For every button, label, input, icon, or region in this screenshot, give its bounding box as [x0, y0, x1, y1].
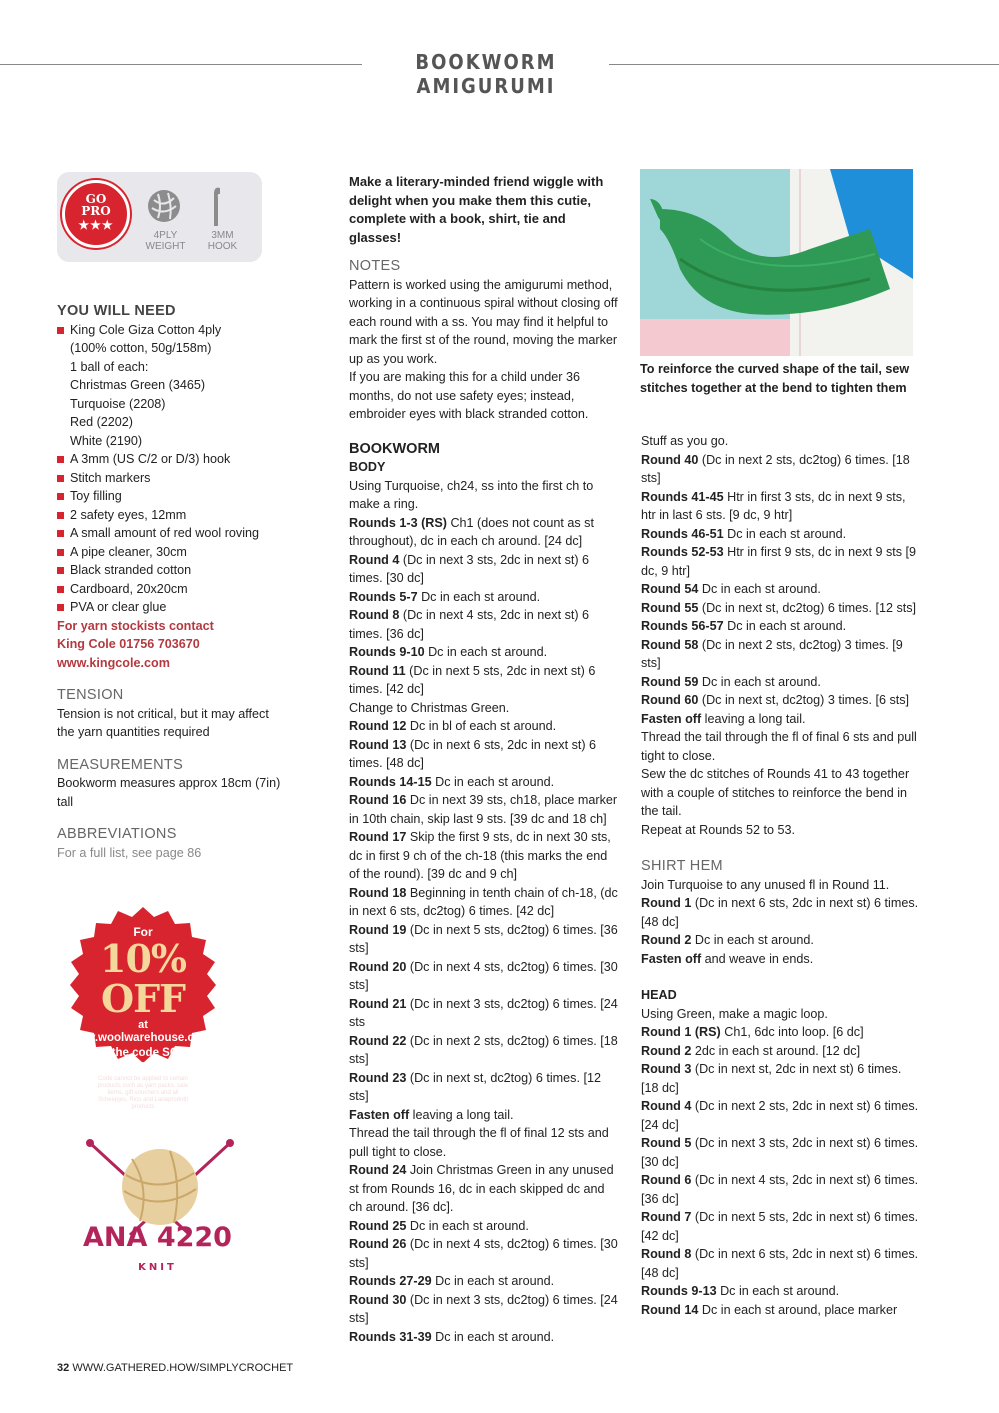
round-label: Round 18 [349, 885, 407, 900]
instruction-line [349, 1272, 621, 1291]
header-rule-right [609, 64, 999, 65]
instruction-text: Htr in first 9 sts, dc in next 9 sts [9 dc, 9 htr] [641, 545, 917, 578]
bullet [57, 530, 64, 537]
instruction-line [349, 773, 621, 792]
instruction-line [641, 1005, 921, 1024]
tension-heading: TENSION [57, 687, 124, 703]
instruction-text: Using Green, make a magic loop. [641, 1006, 828, 1021]
instruction-line [641, 728, 921, 765]
offer-terms: Code cannot be applied to certain products such as yarn packs, sale items, gift vouchers and all Scheepjes, Rico and Lanaprodotti products [97, 1076, 189, 1110]
instruction-text: leaving a long tail. [701, 711, 806, 726]
difficulty-line1: GO [85, 192, 107, 206]
stockist-website[interactable]: www.kingcole.com [57, 655, 170, 670]
round-label: Round 7 [641, 1210, 692, 1224]
round-label: Round 5 [641, 1136, 692, 1150]
instruction-line [349, 1217, 621, 1236]
instruction-text: (Dc in next 2 sts, dc2tog) 6 times. [18 sts] [349, 1033, 618, 1066]
instruction-text: (Dc in next 4 sts, dc2tog) 6 times. [30 sts] [349, 1237, 618, 1270]
instruction-line [641, 451, 921, 488]
list-item [57, 506, 287, 525]
round-label: Rounds 5-7 [349, 589, 418, 604]
instruction-line [349, 699, 621, 718]
instruction-text: (Dc in next 3 sts, 2dc in next st) 6 times. [30 dc] [641, 1136, 919, 1169]
instruction-text: (Dc in next 2 sts, 2dc in next st) 6 times. [24 dc] [641, 1099, 919, 1132]
instruction-text: Dc in each st around. [691, 933, 814, 947]
round-label: Fasten off [641, 951, 702, 966]
instruction-line [641, 1042, 921, 1061]
instruction-text: Join Turquoise to any unused fl in Round 11. [641, 877, 890, 892]
instruction-line [641, 1097, 921, 1134]
instruction-line [349, 1069, 621, 1106]
difficulty-badge [62, 180, 130, 248]
instruction-line [349, 736, 621, 773]
instruction-text: (Dc in next 6 sts, 2dc in next st) 6 times. [48 dc] [349, 737, 597, 770]
instruction-line [349, 1161, 621, 1217]
list-item [57, 561, 287, 580]
list-item [57, 580, 287, 599]
instruction-text: (Dc in next st, dc2tog) 6 times. [12 sts] [698, 600, 917, 615]
instruction-line [349, 551, 621, 588]
yarn-detail: Christmas Green (3465) [70, 378, 206, 392]
instruction-line [349, 1235, 621, 1272]
yarn-ball-icon [148, 190, 180, 222]
list-item [57, 487, 287, 506]
instruction-text: (Dc in next st, dc2tog) 3 times. [6 sts] [698, 693, 910, 707]
item-text: A small amount of red wool roving [70, 526, 259, 540]
instruction-text: Dc in each st around. [424, 645, 548, 659]
round-label: Round 16 [349, 793, 407, 807]
intro-text: Make a literary-minded friend wiggle with delight when you make them this cutie, complete with a book, shirt, tie and glasses! [349, 174, 604, 245]
instruction-text: Thread the tail through the fl of final 6 sts and pull tight to close. [641, 730, 917, 763]
instruction-text: Ch1, 6dc into loop. [6 dc] [720, 1025, 864, 1039]
instruction-text: Dc in bl of each st around. [406, 719, 557, 733]
notes-heading: NOTES [349, 258, 401, 274]
round-label: Round 13 [349, 737, 407, 752]
page-title: BOOKWORM AMIGURUMI [415, 50, 557, 98]
instruction-line [641, 950, 921, 969]
instruction-text: Stuff as you go. [641, 434, 729, 448]
instruction-text: (Dc in next 4 sts, 2dc in next st) 6 times. [36 dc] [641, 1173, 919, 1206]
instruction-line [349, 1291, 621, 1328]
round-label: Round 6 [641, 1173, 692, 1187]
shirt-hem-instructions [641, 876, 921, 969]
instruction-line [641, 1171, 921, 1208]
item-text: King Cole Giza Cotton 4ply [70, 322, 222, 337]
instruction-text: Dc in each st around. [431, 1329, 555, 1344]
instruction-text: Sew the dc stitches of Rounds 41 to 43 together with a couple of stitches to reinforce the bend in the tail. [641, 767, 910, 818]
photo-caption: To reinforce the curved shape of the tail, sew stitches together at the bend to tighten them [640, 362, 910, 395]
instruction-line [641, 931, 921, 950]
round-label: Rounds 14-15 [349, 774, 432, 789]
abbreviations-text: For a full list, see page 86 [57, 845, 202, 860]
round-label: Rounds 46-51 [641, 526, 724, 541]
instruction-text: 2dc in each st around. [12 dc] [691, 1043, 861, 1058]
yarn-detail: White (2190) [70, 433, 143, 448]
instruction-text: (Dc in next st, 2dc in next st) 6 times. [18 dc] [641, 1062, 902, 1095]
round-label: Rounds 9-10 [349, 645, 425, 659]
difficulty-line2: PRO [81, 204, 111, 218]
instruction-text: (Dc in next 6 sts, 2dc in next st) 6 times. [48 dc] [641, 896, 919, 929]
round-label: Round 1 [641, 896, 692, 910]
instruction-text: Dc in each st around. [716, 1284, 840, 1298]
instruction-text: (Dc in next 2 sts, dc2tog) 3 times. [9 sts] [641, 637, 903, 670]
round-label: Round 20 [349, 959, 407, 974]
instruction-line [641, 1245, 921, 1282]
round-label: Round 19 [349, 922, 407, 937]
stockist-line: For yarn stockists contact [57, 618, 214, 633]
instruction-line [641, 673, 921, 692]
instruction-line [641, 432, 921, 451]
list-item [57, 450, 287, 469]
bullet [57, 475, 64, 482]
list-item [57, 524, 287, 543]
list-item [57, 469, 287, 488]
round-label: Round 4 [349, 552, 400, 567]
round-label: Round 30 [349, 1292, 407, 1307]
bullet [57, 604, 64, 611]
round-label: Round 55 [641, 600, 699, 615]
offer-checkout: at the checkout [100, 1062, 186, 1074]
offer-code: use the code SC127 [88, 1047, 198, 1059]
bookworm-heading: BOOKWORM [349, 440, 441, 457]
round-label: Rounds 31-39 [349, 1329, 432, 1344]
instruction-text: Dc in each st around. [406, 1218, 529, 1233]
instruction-line [349, 921, 621, 958]
instruction-line [349, 1124, 621, 1161]
instruction-line [641, 876, 921, 895]
instruction-text: Dc in each st around. [723, 619, 847, 633]
instruction-text: Dc in each st around. [698, 582, 821, 596]
instruction-text: Dc in next 39 sts, ch18, place marker in 10th chain, skip last 9 sts. [39 dc and 18 ch] [349, 793, 618, 826]
instruction-line [349, 477, 621, 514]
round-label: Round 2 [641, 933, 692, 947]
instruction-line [349, 662, 621, 699]
instruction-line [641, 617, 921, 636]
instruction-line [641, 765, 921, 821]
instruction-line [349, 1106, 621, 1125]
instruction-line [641, 488, 921, 525]
instruction-line [641, 1282, 921, 1301]
round-label: Round 1 (RS) [641, 1025, 721, 1039]
item-text: Cardboard, 20x20cm [70, 581, 188, 596]
instruction-line [641, 525, 921, 544]
round-label: Round 40 [641, 452, 699, 467]
item-text: Stitch markers [70, 470, 151, 485]
tail-photo [640, 169, 913, 356]
list-item [57, 543, 287, 562]
instruction-text: Dc in each st around. [698, 674, 821, 689]
round-label: Round 4 [641, 1099, 692, 1113]
instruction-line [349, 828, 621, 884]
round-label: Round 14 [641, 1302, 699, 1317]
instruction-text: (Dc in next 3 sts, 2dc in next st) 6 times. [30 dc] [349, 552, 590, 585]
list-item [57, 598, 287, 617]
instruction-text: (Dc in next 2 sts, dc2tog) 6 times. [18 sts] [641, 452, 910, 485]
difficulty-stars: ★★★ [78, 218, 114, 232]
hook-size-label: 3MM HOOK [207, 230, 238, 252]
instruction-line [349, 588, 621, 607]
instruction-text: Dc in each st around. [431, 1274, 555, 1288]
bullet [57, 549, 64, 556]
instruction-line [641, 543, 921, 580]
item-text: PVA or clear glue [70, 600, 167, 614]
instruction-line [641, 1301, 921, 1320]
materials-list [57, 321, 287, 617]
middle-column [349, 173, 621, 1346]
round-label: Fasten off [349, 1107, 410, 1122]
bullet [57, 512, 64, 519]
yarn-detail: 1 ball of each: [70, 359, 149, 374]
bullet [57, 327, 64, 334]
stockist-phone: King Cole 01756 703670 [57, 637, 200, 651]
head-instructions [641, 1005, 921, 1320]
notes-p1: Pattern is worked using the amigurumi method, working in a continuous spiral without closing off each round with a ss. You may find it helpful to mark the first st of the round, moving the marker up as you work. [349, 277, 618, 366]
instruction-text: Dc in each st around. [723, 526, 847, 541]
instruction-text: (Dc in next 3 sts, dc2tog) 6 times. [24 sts] [349, 1292, 618, 1325]
instruction-text: leaving a long tail. [409, 1107, 514, 1122]
instruction-line [641, 1208, 921, 1245]
abbreviations-heading: ABBREVIATIONS [57, 826, 177, 842]
page-number: 32 [57, 1362, 70, 1374]
instruction-line [349, 995, 621, 1032]
instruction-line [641, 1060, 921, 1097]
instruction-text: Change to Christmas Green. [349, 700, 510, 715]
instruction-text: Thread the tail through the fl of final 12 sts and pull tight to close. [349, 1126, 609, 1159]
instruction-line [641, 599, 921, 618]
item-text: A 3mm (US C/2 or D/3) hook [70, 452, 231, 466]
round-label: Round 54 [641, 582, 699, 596]
right-column [641, 432, 921, 1319]
left-column [57, 302, 287, 862]
instruction-line [641, 821, 921, 840]
instruction-line [349, 958, 621, 995]
round-label: Round 17 [349, 830, 407, 844]
round-label: Round 8 [349, 608, 400, 622]
item-text: Toy filling [70, 489, 122, 503]
instruction-text: Skip the first 9 sts, dc in next 30 sts, dc in first 9 ch of the ch-18 (this marks the end of the round). [39 dc and 9 ch] [349, 830, 611, 881]
round-label: Round 24 [349, 1163, 407, 1177]
round-label: Rounds 52-53 [641, 545, 724, 559]
bullet [57, 586, 64, 593]
instruction-text: (Dc in next 6 sts, 2dc in next st) 6 times. [48 dc] [641, 1247, 919, 1280]
yarn-detail: Turquoise (2208) [70, 396, 166, 411]
item-text: 2 safety eyes, 12mm [70, 507, 187, 522]
head-heading: HEAD [641, 988, 677, 1002]
hook-icon [210, 186, 220, 224]
round-label: Fasten off [641, 711, 702, 726]
offer-at: at [138, 1019, 148, 1031]
instruction-line [349, 884, 621, 921]
instruction-text: Ch1 (does not count as st throughout), dc in each ch around. [24 dc] [349, 515, 594, 548]
round-label: Round 11 [349, 663, 406, 678]
instruction-line [641, 710, 921, 729]
instruction-text: Htr in first 3 sts, dc in next 9 sts, htr in last 6 sts. [9 dc, 9 htr] [641, 489, 906, 522]
measurements-text: Bookworm measures approx 18cm (7in) tall [57, 776, 281, 809]
instruction-text: Beginning in tenth chain of ch-18, (dc in next 6 sts, dc2tog) 6 times. [42 dc] [349, 885, 618, 918]
round-label: Round 59 [641, 674, 699, 689]
instruction-line [349, 643, 621, 662]
round-label: Rounds 27-29 [349, 1274, 432, 1288]
instruction-text: (Dc in next 4 sts, dc2tog) 6 times. [30 sts] [349, 959, 618, 992]
instruction-text: Dc in each st around, place marker [698, 1302, 898, 1317]
tail-instructions [641, 432, 921, 839]
you-will-need-heading: YOU WILL NEED [57, 303, 176, 319]
instruction-text: (Dc in next 5 sts, dc2tog) 6 times. [36 sts] [349, 922, 618, 955]
instruction-text: Join Christmas Green in any unused st from Rounds 16, dc in each skipped dc and ch around. [36 dc]. [349, 1163, 614, 1214]
round-label: Round 12 [349, 719, 407, 733]
logo-sub: KNIT [138, 1262, 177, 1273]
round-label: Rounds 9-13 [641, 1284, 717, 1298]
yarn-weight-label: 4PLY WEIGHT [145, 230, 186, 252]
bullet [57, 493, 64, 500]
instruction-line [349, 1328, 621, 1347]
instruction-text: (Dc in next 3 sts, dc2tog) 6 times. [24 sts [349, 996, 618, 1029]
instruction-text: (Dc in next 5 sts, 2dc in next st) 6 times. [42 dc] [641, 1210, 919, 1243]
logo-name: ANA 4220 [83, 1222, 232, 1253]
page-footer [57, 1362, 293, 1374]
instruction-text: Repeat at Rounds 52 to 53. [641, 822, 796, 837]
round-label: Round 2 [641, 1043, 692, 1058]
instruction-line [349, 791, 621, 828]
body-heading: BODY [349, 460, 386, 474]
round-label: Rounds 56-57 [641, 619, 724, 633]
instruction-line [641, 636, 921, 673]
offer-for: For [133, 925, 153, 939]
instruction-line [641, 1134, 921, 1171]
bullet [57, 567, 64, 574]
instruction-text: (Dc in next 5 sts, 2dc in next st) 6 times. [42 dc] [349, 663, 596, 696]
yarn-detail: Red (2202) [70, 415, 134, 429]
instruction-text: and weave in ends. [701, 951, 814, 966]
round-label: Round 25 [349, 1218, 407, 1233]
instruction-line [349, 606, 621, 643]
round-label: Round 23 [349, 1070, 407, 1085]
instruction-text: Dc in each st around. [417, 589, 541, 604]
yarn-detail: (100% cotton, 50g/158m) [70, 341, 212, 355]
round-label: Round 21 [349, 996, 407, 1011]
instruction-text: (Dc in next 4 sts, 2dc in next st) 6 times. [36 dc] [349, 608, 590, 641]
instruction-text: Dc in each st around. [431, 774, 555, 789]
offer-text [57, 925, 229, 1111]
notes-p2: If you are making this for a child under 36 months, do not use safety eyes; instead, embroider eyes with black stranded cotton. [349, 370, 589, 421]
list-item [57, 321, 287, 451]
measurements-heading: MEASUREMENTS [57, 756, 184, 773]
instruction-line [641, 691, 921, 710]
bullet [57, 456, 64, 463]
footer-website[interactable]: WWW.GATHERED.HOW/SIMPLYCROCHET [72, 1362, 294, 1374]
instruction-line [349, 514, 621, 551]
offer-website[interactable]: www.woolwarehouse.co.uk [68, 1032, 218, 1044]
instruction-line [641, 894, 921, 931]
round-label: Round 22 [349, 1033, 407, 1048]
instruction-line [349, 717, 621, 736]
round-label: Rounds 41-45 [641, 489, 724, 504]
instruction-line [349, 1032, 621, 1069]
item-text: A pipe cleaner, 30cm [70, 544, 187, 559]
instruction-text: Using Turquoise, ch24, ss into the first ch to make a ring. [349, 478, 594, 511]
shirt-hem-heading: SHIRT HEM [641, 858, 723, 874]
offer-discount: 10% OFF [100, 936, 186, 1021]
round-label: Round 58 [641, 637, 699, 652]
round-label: Round 60 [641, 693, 699, 707]
body-instructions [349, 477, 621, 1347]
instruction-text: (Dc in next st, dc2tog) 6 times. [12 sts] [349, 1070, 601, 1103]
instruction-line [641, 580, 921, 599]
instruction-line [641, 1023, 921, 1042]
tension-text: Tension is not critical, but it may affect the yarn quantities required [57, 706, 269, 739]
round-label: Round 3 [641, 1062, 692, 1076]
round-label: Round 8 [641, 1247, 692, 1261]
round-label: Rounds 1-3 (RS) [349, 515, 447, 530]
header-rule-left [0, 64, 362, 65]
item-text: Black stranded cotton [70, 563, 192, 577]
round-label: Round 26 [349, 1237, 407, 1251]
